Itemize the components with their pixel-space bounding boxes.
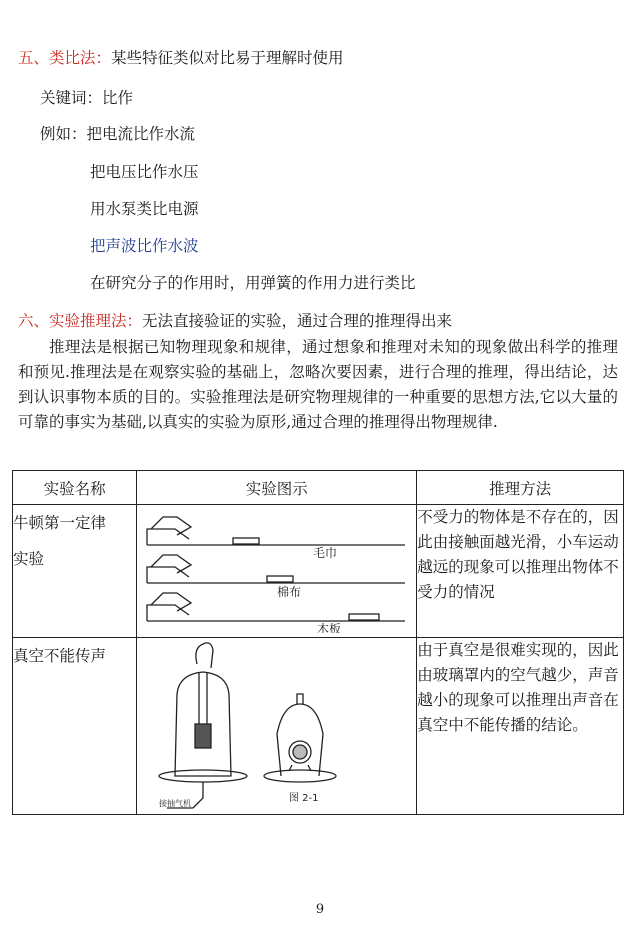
- table-header-row: [13, 471, 624, 505]
- section6-desc: 无法直接验证的实验，通过合理的推理得出来: [142, 312, 453, 330]
- vacuum-method-cell: [417, 638, 624, 815]
- experiment-table: [12, 470, 624, 815]
- section5-example-1: [40, 122, 195, 144]
- section6-paragraph-box: [18, 335, 618, 435]
- section6-heading: 六、实验推理法：: [18, 312, 143, 330]
- newton-method-text: 不受力的物体是不存在的，因此由接触面越光滑，小车运动越远的现象可以推理出物体不受力的情况: [417, 508, 619, 601]
- figure-caption: 图 2-1: [289, 793, 319, 804]
- vacuum-name-cell: [13, 638, 137, 815]
- header-experiment-figure: 实验图示: [137, 471, 417, 505]
- header-reasoning-method: 推理方法: [417, 471, 624, 505]
- table-row: [13, 638, 624, 815]
- vacuum-figure-cell: [137, 638, 417, 815]
- vacuum-name-line1: 真空不能传声: [13, 647, 107, 665]
- bell-jar-figure: [137, 638, 416, 810]
- examples-label: 例如：: [40, 125, 87, 143]
- surface-label-towel: 毛巾: [313, 546, 338, 560]
- section5-keyword: 关键词：比作: [40, 89, 134, 107]
- page-number: 9: [315, 902, 325, 917]
- header-experiment-name: 实验名称: [13, 471, 137, 505]
- newton-name-cell: [13, 505, 137, 638]
- newton-method-cell: [417, 505, 624, 638]
- example-text: 把电流比作水流: [86, 125, 196, 143]
- newton-name-line2: 实验: [13, 550, 45, 568]
- newton-incline-figure: [137, 505, 416, 633]
- table-row: [13, 505, 624, 638]
- section5-example-3: 用水泵类比电源: [90, 200, 199, 218]
- newton-figure-cell: [137, 505, 417, 638]
- vacuum-method-text: 由于真空是很难实现的，因此由玻璃罩内的空气越少，声音越小的现象可以推理出声音在真空中不能传播的结论。: [417, 641, 619, 734]
- section5-heading: 五、类比法：: [18, 49, 112, 67]
- section6-paragraph: 推理法是根据已知物理现象和规律，通过想象和推理对未知的现象做出科学的推理和预见.推理法是在观察实验的基础上，忽略次要因素，进行合理的推理，得出结论，达到认识事物本质的目的。实验推理法是研究物理规律的一种重要的思想方法,它以大量的可靠的事实为基础,以真实的实验为原形,通过合理的推理得出物理规律.: [18, 338, 618, 431]
- newton-name-line1: 牛顿第一定律: [13, 514, 107, 532]
- surface-label-cotton: 棉布: [277, 585, 302, 599]
- section5-example-4: 把声波比作水波: [90, 237, 199, 255]
- surface-label-wood: 木板: [317, 622, 342, 633]
- section5-title: [18, 46, 344, 68]
- section5-example-5: 在研究分子的作用时，用弹簧的作用力进行类比: [90, 274, 416, 292]
- section5-example-2: 把电压比作水压: [90, 163, 199, 181]
- section5-desc: 某些特征类似对比易于理解时使用: [111, 49, 344, 67]
- pump-label: 接抽气机: [159, 799, 192, 808]
- section6-title: [18, 309, 452, 331]
